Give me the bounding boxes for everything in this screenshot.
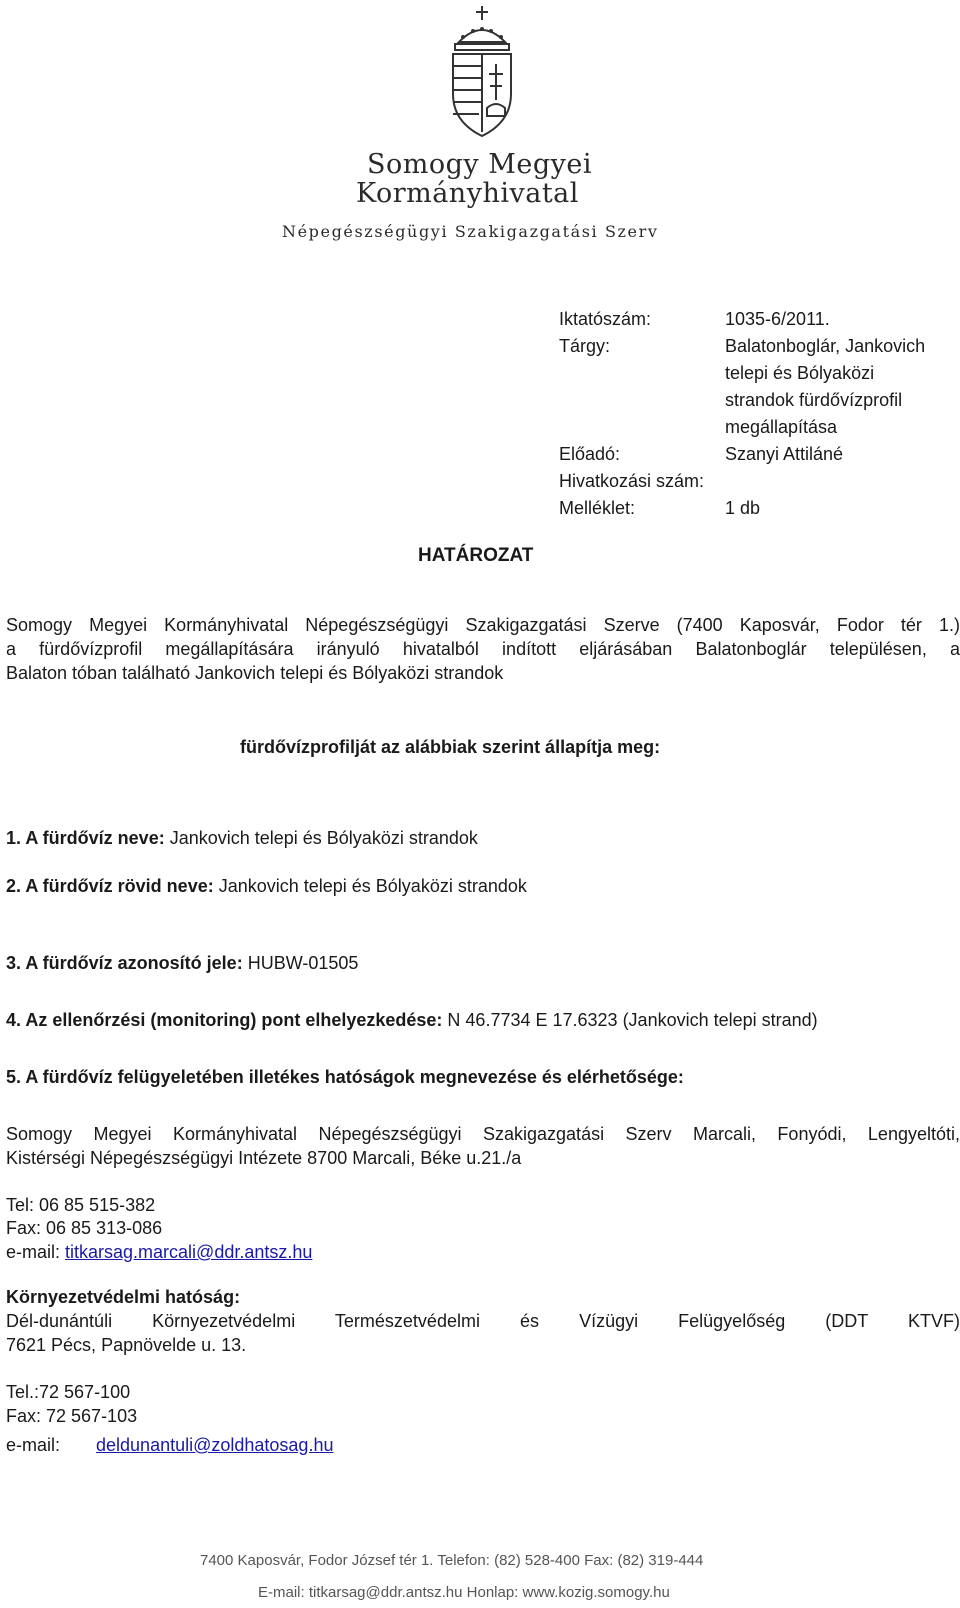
authority1-line: Kistérségi Népegészségügyi Intézete 8700 Marcali, Béke u.21./a bbox=[6, 1148, 522, 1168]
authority1-email-row bbox=[6, 1240, 960, 1264]
authority1-fax: Fax: 06 85 313-086 bbox=[6, 1218, 163, 1238]
meta-row bbox=[559, 468, 939, 495]
list-item bbox=[6, 953, 358, 974]
item-value: Jankovich telepi és Bólyaközi strandok bbox=[213, 876, 527, 896]
authority2-fax: Fax: 72 567-103 bbox=[6, 1406, 138, 1426]
meta-value: Balatonboglár, Jankovich telepi és Bólyaközi strandok fürdővízprofil megállapítása bbox=[725, 336, 926, 437]
item-label: 4. Az ellenőrzési (monitoring) pont elhelyezkedése: bbox=[6, 1010, 443, 1030]
meta-row bbox=[559, 441, 939, 468]
meta-key: Melléklet: bbox=[559, 498, 636, 518]
org-name-line1: Somogy Megyei bbox=[367, 149, 593, 180]
authority1-line: Somogy Megyei Kormányhivatal Népegészségügyi Szakigazgatási Szerv Marcali, Fonyódi, Lengyeltóti, bbox=[6, 1124, 960, 1144]
intro-line: Balaton tóban található Jankovich telepi és Bólyaközi strandok bbox=[6, 663, 504, 683]
email-label: e-mail: bbox=[6, 1435, 61, 1455]
list-item bbox=[6, 876, 527, 897]
item-label: 2. A fürdővíz rövid neve: bbox=[6, 876, 214, 896]
email-link[interactable]: deldunantuli@zoldhatosag.hu bbox=[96, 1435, 334, 1455]
intro-line: Somogy Megyei Kormányhivatal Népegészségügyi Szakigazgatási Szerve (7400 Kaposvár, Fodor tér 1.) bbox=[6, 615, 960, 635]
authority2-heading: Környezetvédelmi hatóság: bbox=[6, 1287, 241, 1307]
footer-contact: E-mail: titkarsag@ddr.antsz.hu Honlap: www.kozig.somogy.hu bbox=[258, 1584, 670, 1601]
meta-row bbox=[559, 495, 939, 522]
list-item bbox=[6, 828, 478, 849]
meta-key: Hivatkozási szám: bbox=[559, 471, 705, 491]
list-item bbox=[6, 1067, 684, 1088]
meta-row bbox=[559, 333, 939, 441]
coat-of-arms-icon bbox=[445, 4, 519, 142]
meta-value: 1035-6/2011. bbox=[725, 309, 830, 329]
meta-row bbox=[559, 306, 939, 333]
document-meta bbox=[559, 306, 939, 522]
item-value: Jankovich telepi és Bólyaközi strandok bbox=[164, 828, 478, 848]
authority2-email-row bbox=[6, 1433, 960, 1457]
org-name-line2: Kormányhivatal bbox=[356, 178, 579, 209]
authority2-line: Dél-dunántúli Környezetvédelmi Természetvédelmi és Vízügyi Felügyelőség (DDT KTVF) bbox=[6, 1311, 960, 1331]
item-value: HUBW-01505 bbox=[242, 953, 359, 973]
item-label: 1. A fürdővíz neve: bbox=[6, 828, 165, 848]
item-label: 3. A fürdővíz azonosító jele: bbox=[6, 953, 243, 973]
document-title: HATÁROZAT bbox=[418, 545, 534, 566]
meta-value: 1 db bbox=[725, 498, 761, 518]
meta-key: Tárgy: bbox=[559, 336, 611, 356]
meta-key: Iktatószám: bbox=[559, 309, 652, 329]
authority1-tel: Tel: 06 85 515-382 bbox=[6, 1195, 156, 1215]
meta-value bbox=[725, 468, 939, 495]
meta-value: Szanyi Attiláné bbox=[725, 444, 844, 464]
footer-address: 7400 Kaposvár, Fodor József tér 1. Telefon: (82) 528-400 Fax: (82) 319-444 bbox=[200, 1552, 704, 1569]
org-subtitle: Népegészségügyi Szakigazgatási Szerv bbox=[282, 222, 659, 241]
decision-line: fürdővízprofilját az alábbiak szerint állapítja meg: bbox=[240, 737, 661, 757]
item-value: N 46.7734 E 17.6323 (Jankovich telepi strand) bbox=[442, 1010, 818, 1030]
authority2-tel: Tel.:72 567-100 bbox=[6, 1382, 131, 1402]
intro-line: a fürdővízprofil megállapítására irányuló hivatalból indított eljárásában Balatonboglár településen, a bbox=[6, 639, 960, 659]
item-label: 5. A fürdővíz felügyeletében illetékes hatóságok megnevezése és elérhetősége: bbox=[6, 1067, 684, 1087]
authority2-line: 7621 Pécs, Papnövelde u. 13. bbox=[6, 1335, 247, 1355]
meta-key: Előadó: bbox=[559, 444, 621, 464]
email-label: e-mail: bbox=[6, 1242, 66, 1262]
email-link[interactable]: titkarsag.marcali@ddr.antsz.hu bbox=[65, 1242, 313, 1262]
list-item bbox=[6, 1010, 818, 1031]
